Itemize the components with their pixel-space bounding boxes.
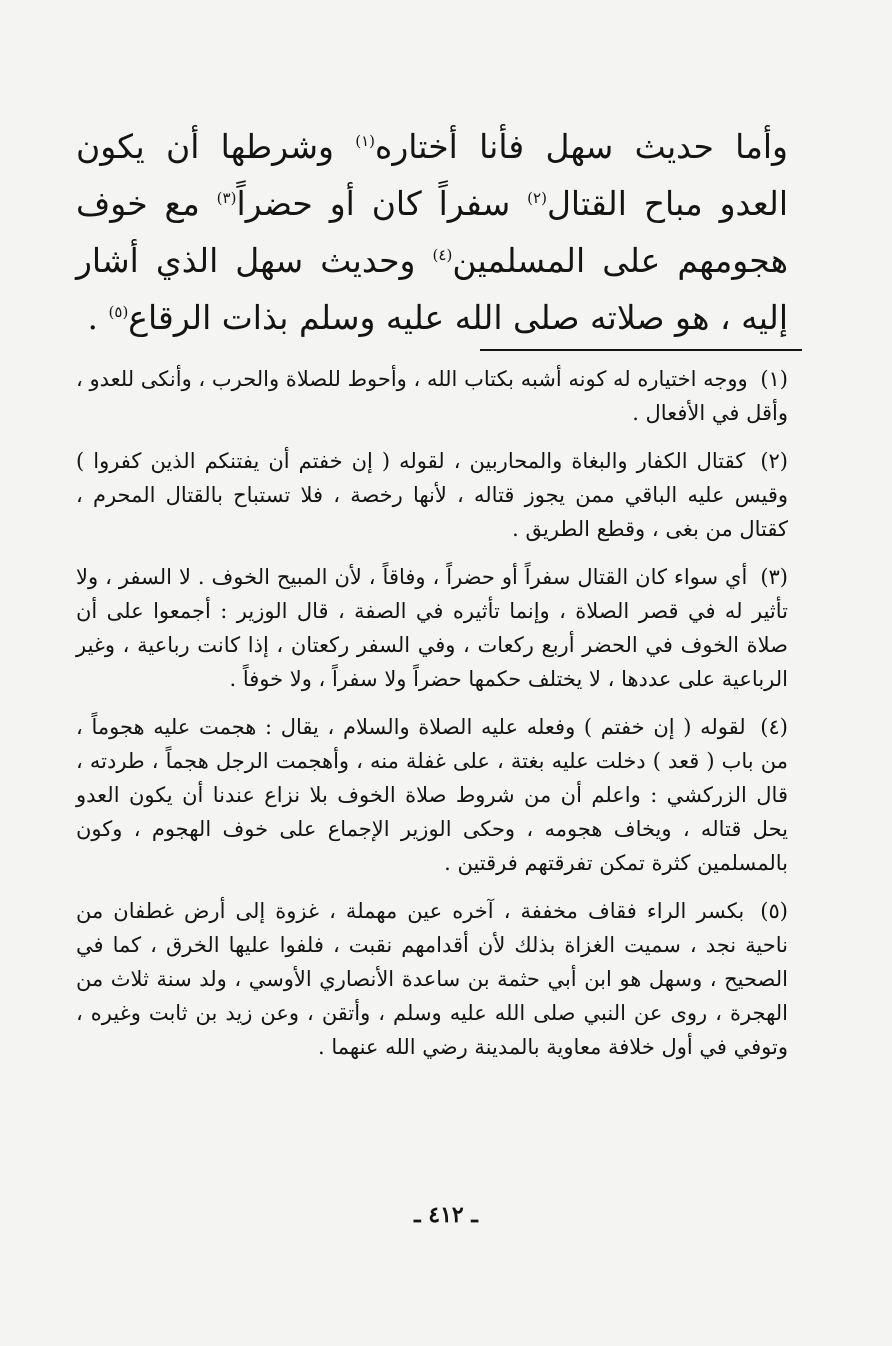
footnote-number: (٣) xyxy=(760,565,788,589)
footnote-1 xyxy=(76,362,788,430)
footnote-text: بكسر الراء فقاف مخففة ، آخره عين مهملة ، غزوة إلى أرض غطفان من ناحية نجد ، سميت الغزاة بذلك لأن أقدامهم نقبت ، فلفوا عليها الخرق ، كما في الصحيح ، وسهل هو ابن أبي حثمة بن ساعدة الأنصاري الأوسي ، ولد سنة ثلاث من الهجرة ، روى عن النبي صلى الله عليه وسلم ، وأتقن ، وعن زيد بن ثابت وغيره ، وتوفي في أول خلافة معاوية بالمدينة رضي الله عنهما . xyxy=(76,899,788,1059)
main-text-part-6: . xyxy=(87,298,109,337)
main-text-part-4: مع خوف هجومهم على المسلمين xyxy=(76,184,788,280)
page-number: ـ ٤١٢ ـ xyxy=(414,1202,478,1228)
main-text-part-5: وحديث سهل الذي أشار إليه ، هو صلاته صلى الله عليه وسلم بذات الرقاع xyxy=(76,241,788,337)
footnote-number: (٤) xyxy=(760,715,788,739)
footnote-text: ووجه اختياره له كونه أشبه بكتاب الله ، وأحوط للصلاة والحرب ، وأنكى للعدو ، وأقل في الأفعال . xyxy=(76,367,788,425)
footnote-number: (٢) xyxy=(760,449,788,473)
footnote-3 xyxy=(76,560,788,696)
footnote-2 xyxy=(76,444,788,546)
footnote-divider xyxy=(480,349,802,351)
footnote-ref-2: (٢) xyxy=(527,189,547,207)
footnote-number: (٥) xyxy=(760,899,788,923)
footnote-5 xyxy=(76,894,788,1064)
footnote-text: لقوله ( إن خفتم ) وفعله عليه الصلاة والسلام ، يقال : هجمت عليه هجوماً ، من باب ( قعد ) دخلت عليه بغتة ، على غفلة منه ، وأهجمت الرجل هجماً ، طردته ، قال الزركشي : واعلم أن من شروط صلاة الخوف بلا نزاع عندنا أن يكون العدو يحل قتاله ، ويخاف هجومه ، وحكى الوزير الإجماع على خوف الهجوم ، وكون بالمسلمين كثرة تمكن تفرقتهم فرقتين . xyxy=(76,715,788,875)
footnote-number: (١) xyxy=(760,367,788,391)
footnote-ref-5: (٥) xyxy=(108,303,129,321)
footnote-text: أي سواء كان القتال سفراً أو حضراً ، وفاقاً ، لأن المبيح الخوف . لا السفر ، ولا تأثير له في قصر الصلاة ، وإنما تأثيره في الصفة ، قال الوزير : أجمعوا على أن صلاة الخوف في الحضر أربع ركعات ، وفي السفر ركعتان ، إذا كانت رباعية ، وغير الرباعية على عددها ، لا يختلف حكمها حضراً ولا سفراً ، ولا خوفاً . xyxy=(76,565,788,691)
footnotes-section xyxy=(76,362,788,1078)
footnote-ref-1: (١) xyxy=(355,132,376,150)
footnote-ref-3: (٣) xyxy=(216,189,237,207)
footnote-4 xyxy=(76,710,788,880)
main-text-part-2: وشرطها أن يكون العدو مباح القتال xyxy=(76,127,789,223)
main-text-part-1: وأما حديث سهل فأنا أختاره xyxy=(375,127,788,166)
main-text-part-3: سفراً كان أو حضراً xyxy=(236,184,528,223)
footnote-text: كقتال الكفار والبغاة والمحاربين ، لقوله ( إن خفتم أن يفتنكم الذين كفروا ) وقيس عليه الباقي ممن يجوز قتاله ، لأنها رخصة ، فلا تستباح بالقتال المحرم ، كقتال من بغى ، وقطع الطريق . xyxy=(76,449,788,541)
main-text xyxy=(76,118,788,346)
footnote-ref-4: (٤) xyxy=(432,246,453,264)
